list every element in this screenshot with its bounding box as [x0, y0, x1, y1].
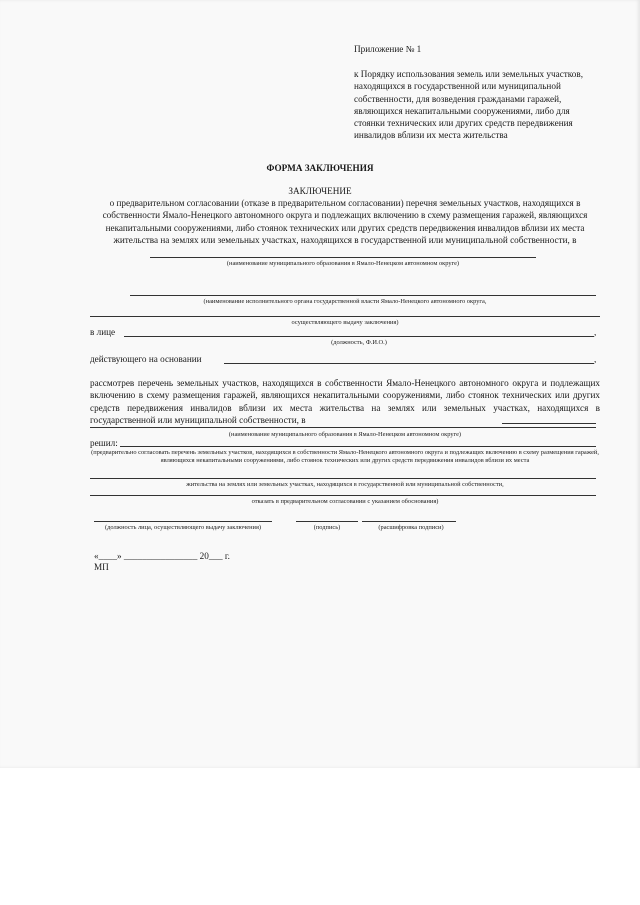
acting-basis-field[interactable] — [224, 363, 594, 364]
municipality-field[interactable] — [150, 257, 536, 258]
signature-caption: (подпись) — [313, 524, 341, 531]
position-name-caption: (должность, Ф.И.О.) — [331, 339, 387, 346]
executive-body-field-2[interactable] — [90, 316, 600, 317]
review-text: рассмотрев перечень земельных участков, находящихся в собственности Ямало-Ненецкого автономного округа и подлежащих включению в схему размещения гаражей, являющихся некапитальными сооружениями, либо стоянок технических или других средств передвижения инвалидов вблизи их места жительства на землях или земельных участках, находящихся в государственной или муниципальной собственности, в — [90, 378, 600, 425]
signature-decoding-caption: (расшифровка подписи) — [378, 524, 444, 531]
municipality-caption-2: (наименование муниципального образования в Ямало-Ненецком автономном округе) — [228, 431, 462, 438]
in-person-field[interactable] — [124, 336, 594, 337]
document-heading: ЗАКЛЮЧЕНИЕ — [288, 186, 352, 196]
form-title: ФОРМА ЗАКЛЮЧЕНИЯ — [266, 163, 374, 173]
decision-refuse-caption: отказать в предварительном согласовании с указанием обоснования) — [251, 498, 439, 505]
decision-field-3[interactable] — [90, 495, 596, 496]
executive-body-caption: (наименование исполнительного органа государственной власти Ямало-Ненецкого автономного округа, — [203, 298, 487, 305]
executive-body-field[interactable] — [130, 295, 596, 296]
decision-agree-caption: (предварительно согласовать перечень земельных участков, находящихся в собственности Ямало-Ненецкого автономного округа и подлежащих включению в схему размещения гаражей, являющихся некапитальными сооружениями, либо стоянок технических или других средств передвижения инвалидов вблизи их места — [91, 449, 599, 464]
preamble-text: о предварительном согласовании (отказе в предварительном согласовании) перечня земельных участков, находящихся в собственности Ямало-Ненецкого автономного округа и подлежащих включению в схему размещения гаражей, являющихся некапитальными сооружениями, либо стоянок технических или других средств передвижения инвалидов вблизи их места жительства на землях или земельных участках, находящихся в государственной или муниципальной собственности, в — [102, 198, 588, 245]
decided-label: решил: — [90, 438, 118, 448]
appendix-title: Приложение № 1 — [354, 44, 422, 54]
decision-field-2[interactable] — [90, 478, 596, 479]
decision-field[interactable] — [120, 446, 596, 447]
in-person-label: в лице — [90, 327, 116, 337]
appendix-subtitle: к Порядку использования земель или земельных участков, находящихся в государственной или муниципальной собственности, для возведения гражданами гаражей, являющихся некапитальными сооружениями, либо для стоянки технических или других средств передвижения инвалидов вблизи их места жительства — [354, 69, 584, 141]
date-line[interactable]: «____» ________________ 20___ г. — [94, 551, 230, 561]
signature-decoding-field[interactable] — [362, 521, 456, 522]
signature-field[interactable] — [296, 521, 358, 522]
review-municipality-field[interactable] — [502, 423, 596, 424]
review-municipality-field-2[interactable] — [90, 427, 596, 428]
official-position-caption: (должность лица, осуществляющего выдачу заключения) — [104, 524, 262, 531]
acting-basis-label: действующего на основании — [90, 354, 202, 364]
decision-lands-caption: жительства на землях или земельных участках, находящихся в государственной или муниципальной собственности, — [186, 481, 504, 488]
municipality-caption: (наименование муниципального образования в Ямало-Ненецком автономном округе) — [226, 260, 460, 267]
issuing-caption: осуществляющего выдачу заключения) — [291, 319, 399, 326]
stamp-label: МП — [94, 562, 109, 572]
document-page: Приложение № 1 к Порядку использования земель или земельных участков, находящихся в государственной или муниципальной собственности, для возведения гражданами гаражей, являющихся некапитальными сооружениями, либо для стоянки технических или других средств передвижения инвалидов вблизи их места жительства ФОРМА ЗАКЛЮЧЕНИЯ ЗАКЛЮЧЕНИЕ о предварительном согласовании (отказе в предварительном согласовании) перечня земельных участков, находящихся в собственности Ямало-Ненецкого автономного округа и подлежащих включению в схему размещения гаражей, являющихся некапитальными сооружениями, либо стоянок технических или других средств передвижения инвалидов вблизи их места жительства на землях или земельных участках, находящихся в государственной или муниципальной собственности, в (наименование муниципального образования в Ямало-Ненецком автономном округе) (наименование исполнительного органа государственной власти Ямало-Ненецкого автономного округа, осуществляющего выдачу заключения) в лице , (должность, Ф.И.О.) действующего на основании , рассмотрев перечень земельных участков, находящихся в собственности Ямало-Ненецкого автономного округа и подлежащих включению в схему размещения гаражей, являющихся некапитальными сооружениями, либо стоянок технических или других средств передвижения инвалидов вблизи их места жительства на землях или земельных участках, находящихся в государственной или муниципальной собственности, в (наименование муниципального образования в Ямало-Ненецком автономном округе) решил: (предварительно согласовать перечень земельных участков, находящихся в собственности Ямало-Ненецкого автономного округа и подлежащих включению в схему размещения гаражей, являющихся некапитальными сооружениями, либо стоянок технических или других средств передвижения инвалидов вблизи их места жительства на землях или земельных участках, находящихся в государственной или муниципальной собственности, отказать в предварительном согласовании с указанием обоснования) (должность лица, осуществляющего выдачу заключения) (подпись) (расшифровка подписи) «____» ________________ 20___ г. МП — [0, 0, 640, 768]
official-position-field[interactable] — [94, 521, 272, 522]
